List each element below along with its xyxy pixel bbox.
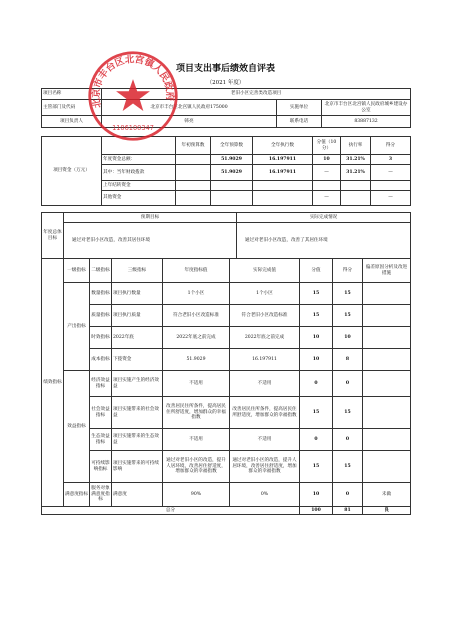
perf-level2: 成本指标	[90, 349, 112, 371]
funds-exec	[253, 191, 313, 206]
funds-score-max: —	[313, 191, 341, 206]
report-year: （2021 年度）	[206, 80, 245, 86]
perf-note	[363, 327, 411, 349]
perf-level3: 2022年底	[112, 327, 163, 349]
goal-actual: 通过对老旧小区改造，改善了其居住环境	[237, 223, 411, 259]
perf-max: 15	[300, 397, 333, 429]
perf-actual: 改善居民住所条件，提高居民住所舒适度，增加群众的幸福指数	[230, 397, 300, 429]
perf-header: 二级指标	[90, 259, 112, 283]
perf-note	[363, 283, 411, 305]
perf-score: 8	[333, 349, 363, 371]
perf-header: 得分	[333, 259, 363, 283]
goal-expected: 通过对老旧小区改造，改善其居住环境	[64, 223, 237, 259]
perf-row	[42, 397, 411, 429]
perf-level2: 服务对象满意度指标	[90, 483, 112, 507]
perf-target: 符合老旧小区改造标准	[163, 305, 230, 327]
perf-target: 不适用	[163, 429, 230, 451]
perf-level1: 效益指标	[64, 371, 90, 483]
perf-total-score: 81	[333, 507, 363, 515]
perf-actual: 2022年底之前完成	[230, 327, 300, 349]
funds-header: 全年预算数	[211, 137, 253, 155]
funds-budget: 51.9029	[211, 155, 253, 165]
funds-header: 得分	[371, 137, 411, 155]
perf-max: 0	[300, 371, 333, 397]
perf-level3: 项目执行质量	[112, 305, 163, 327]
perf-row	[42, 349, 411, 371]
funds-score: 3	[371, 155, 411, 165]
perf-level2: 时效指标	[90, 327, 112, 349]
funds-budget	[211, 191, 253, 206]
perf-score: 10	[333, 327, 363, 349]
perf-target: 90%	[163, 483, 230, 507]
funds-rate	[341, 181, 371, 191]
perf-level3: 项目实施产生的经济效益	[112, 371, 163, 397]
funds-row-name: 其他资金	[102, 191, 176, 206]
funds-header: 年初预算数	[176, 137, 211, 155]
perf-actual: 不适用	[230, 371, 300, 397]
perf-level2: 数量指标	[90, 283, 112, 305]
perf-level3: 项目执行数量	[112, 283, 163, 305]
perf-level3: 下拨资金	[112, 349, 163, 371]
perf-max: 15	[300, 305, 333, 327]
funds-rate: 31.21%	[341, 155, 371, 165]
perf-actual: 1个小区	[230, 283, 300, 305]
perf-level1: 产出指标	[64, 283, 90, 371]
perf-header: 三级指标	[112, 259, 163, 283]
funds-initial	[176, 155, 211, 165]
svg-text:1106100347: 1106100347	[112, 123, 154, 132]
leader-value: 韩亮	[102, 116, 277, 128]
perf-level2: 可持续影响指标	[90, 451, 112, 483]
perf-note	[363, 371, 411, 397]
perf-header: 实际完成值	[230, 259, 300, 283]
perf-target: 不适用	[163, 371, 230, 397]
perf-level2: 经济效益指标	[90, 371, 112, 397]
dept-label: 主管部门及代码	[42, 100, 102, 116]
leader-label: 项目负责人	[42, 116, 102, 128]
perf-level3: 满意度	[112, 483, 163, 507]
funds-budget	[211, 181, 253, 191]
phone-label: 联系电话	[277, 116, 322, 128]
perf-max: 10	[300, 349, 333, 371]
perf-header: 分值	[300, 259, 333, 283]
page-title: 项目支出事后绩效自评表	[175, 64, 275, 74]
perf-row	[42, 327, 411, 349]
perf-row	[42, 451, 411, 483]
funds-initial	[176, 191, 211, 206]
perf-note	[363, 305, 411, 327]
perf-score: 15	[333, 451, 363, 483]
perf-row	[42, 305, 411, 327]
perf-actual: 0%	[230, 483, 300, 507]
perf-level2: 生态效益指标	[90, 429, 112, 451]
perf-target: 通过对老旧小区的改造，提升人居环境，改善居住舒适度，增加群众的幸福指数	[163, 451, 230, 483]
perf-note: 未做	[363, 483, 411, 507]
funds-row-name: 上年结转资金	[102, 181, 176, 191]
perf-actual: 通过对老旧小区的改造，提升人居环境，改善居住舒适度，增加群众的幸福指数	[230, 451, 300, 483]
funds-header: 全年执行数	[253, 137, 313, 155]
phone-value: 83887132	[322, 116, 411, 128]
perf-note	[363, 397, 411, 429]
perf-header: 年度指标值	[163, 259, 230, 283]
funds-score: —	[371, 165, 411, 181]
funds-score-max: —	[313, 165, 341, 181]
funds-exec	[253, 181, 313, 191]
perf-score: 0	[333, 371, 363, 397]
perf-score: 15	[333, 305, 363, 327]
performance-table	[41, 258, 411, 515]
unit-label: 实施单位	[277, 100, 322, 116]
funds-initial	[176, 181, 211, 191]
perf-total-label: 总分	[42, 507, 300, 515]
funds-row-name: 年度资金总额：	[102, 155, 176, 165]
perf-score: 15	[333, 283, 363, 305]
goal-actual-header: 实际完成情况	[237, 213, 411, 223]
project-name-value: 老旧小区完善类改造项目	[102, 89, 411, 100]
perf-row	[42, 483, 411, 507]
funds-score-max: 10	[313, 155, 341, 165]
perf-level3: 项目实施带来的生态效益	[112, 429, 163, 451]
funds-label: 项目资金（万元）	[42, 137, 102, 206]
perf-total-row	[42, 507, 411, 515]
perf-label: 绩效指标	[42, 259, 64, 507]
perf-total-max: 100	[300, 507, 333, 515]
goal-table	[41, 212, 411, 259]
funds-score	[371, 181, 411, 191]
perf-target: 2022年底之前完成	[163, 327, 230, 349]
perf-row	[42, 429, 411, 451]
perf-level2: 社会效益指标	[90, 397, 112, 429]
funds-exec: 16.197911	[253, 165, 313, 181]
perf-level3: 项目实施带来的可持续影响	[112, 451, 163, 483]
project-info-table	[41, 88, 411, 128]
perf-actual: 16.197911	[230, 349, 300, 371]
perf-score: 0	[333, 429, 363, 451]
perf-row	[42, 371, 411, 397]
perf-level3: 项目实施带来的社会效益	[112, 397, 163, 429]
funds-score: —	[371, 191, 411, 206]
goal-expected-header: 预期目标	[64, 213, 237, 223]
funds-rate: 31.21%	[341, 165, 371, 181]
funds-header: 执行率	[341, 137, 371, 155]
perf-actual: 符合老旧小区改造标准	[230, 305, 300, 327]
perf-header: 一级指标	[64, 259, 90, 283]
perf-score: 15	[333, 397, 363, 429]
perf-actual: 不适用	[230, 429, 300, 451]
perf-max: 15	[300, 283, 333, 305]
project-name-label: 项目名称	[42, 89, 102, 100]
funds-rate	[341, 191, 371, 206]
perf-max: 15	[300, 451, 333, 483]
funds-initial	[176, 165, 211, 181]
unit-value: 北京市丰台区北宫镇人民政府城乡建设办公室	[322, 100, 411, 116]
perf-target: 改善居民住所条件，提高居民住所舒适度，增加群众的幸福指数	[163, 397, 230, 429]
perf-note	[363, 429, 411, 451]
funds-row-name: 其中：当年财政拨款	[102, 165, 176, 181]
perf-note	[363, 349, 411, 371]
dept-value: 北京市丰台区北宫镇人民政府175000	[102, 100, 277, 116]
funds-budget: 51.9029	[211, 165, 253, 181]
perf-max: 10	[300, 483, 333, 507]
perf-target: 51.9029	[163, 349, 230, 371]
perf-row	[42, 283, 411, 305]
perf-target: 1个小区	[163, 283, 230, 305]
funds-exec: 16.197911	[253, 155, 313, 165]
perf-level1: 满意度指标	[64, 483, 90, 507]
perf-header: 偏差原因分析及改进措施	[363, 259, 411, 283]
perf-max: 0	[300, 429, 333, 451]
perf-max: 10	[300, 327, 333, 349]
goal-label: 年度总体目标	[42, 213, 64, 259]
funds-header	[102, 137, 176, 155]
funds-score-max	[313, 181, 341, 191]
perf-total-grade: 良	[363, 507, 411, 515]
svg-text:北京市丰台区北宫镇人民政府: 北京市丰台区北宫镇人民政府	[90, 54, 175, 110]
funds-header: 分值（10分）	[313, 137, 341, 155]
funds-table	[41, 136, 411, 206]
perf-level2: 质量指标	[90, 305, 112, 327]
perf-note	[363, 451, 411, 483]
perf-score: 0	[333, 483, 363, 507]
